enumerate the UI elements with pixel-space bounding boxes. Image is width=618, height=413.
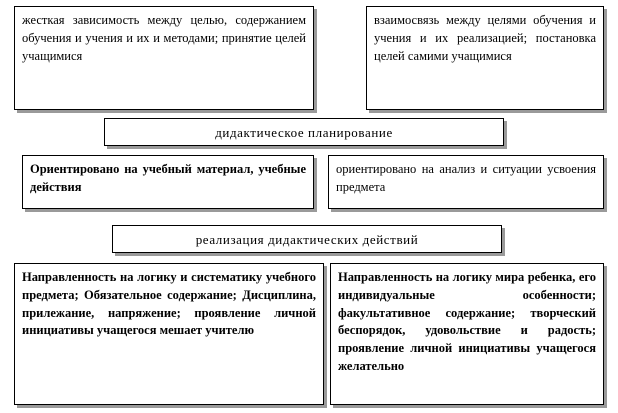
box-bottom-left <box>14 263 324 405</box>
box-didactic-planning <box>104 118 504 146</box>
box-bottom-left-text: Направленность на логику и систематику учебного предмета; Обязательное содержание; Дисциплина, прилежание, напряжение; проявление личной инициативы учащегося мешает учителю <box>22 270 316 338</box>
box-middle-left-text: Ориентировано на учебный материал, учебные действия <box>30 162 306 194</box>
box-bottom-right <box>330 263 604 405</box>
box-top-right-text: взаимосвязь между целями обучения и учения и их реализацией; постановка целей самими учащимися <box>374 13 596 63</box>
box-top-right <box>366 6 604 110</box>
box-middle-left <box>22 155 314 209</box>
box-didactic-realization <box>112 225 502 253</box>
box-bottom-right-text: Направленность на логику мира ребенка, его индивидуальные особенности; факультативное содержание; творческий беспорядок, удовольствие и радость; проявление личной инициативы учащегося желательно <box>338 270 596 373</box>
box-didactic-realization-text: реализация дидактических действий <box>195 232 419 247</box>
box-top-left <box>14 6 314 110</box>
box-middle-right <box>328 155 604 209</box>
box-middle-right-text: ориентировано на анализ и ситуации усвоения предмета <box>336 162 596 194</box>
box-top-left-text: жесткая зависимость между целью, содержанием обучения и учения и их и методами; принятие целей учащимися <box>22 13 306 63</box>
box-didactic-planning-text: дидактическое планирование <box>215 125 393 140</box>
